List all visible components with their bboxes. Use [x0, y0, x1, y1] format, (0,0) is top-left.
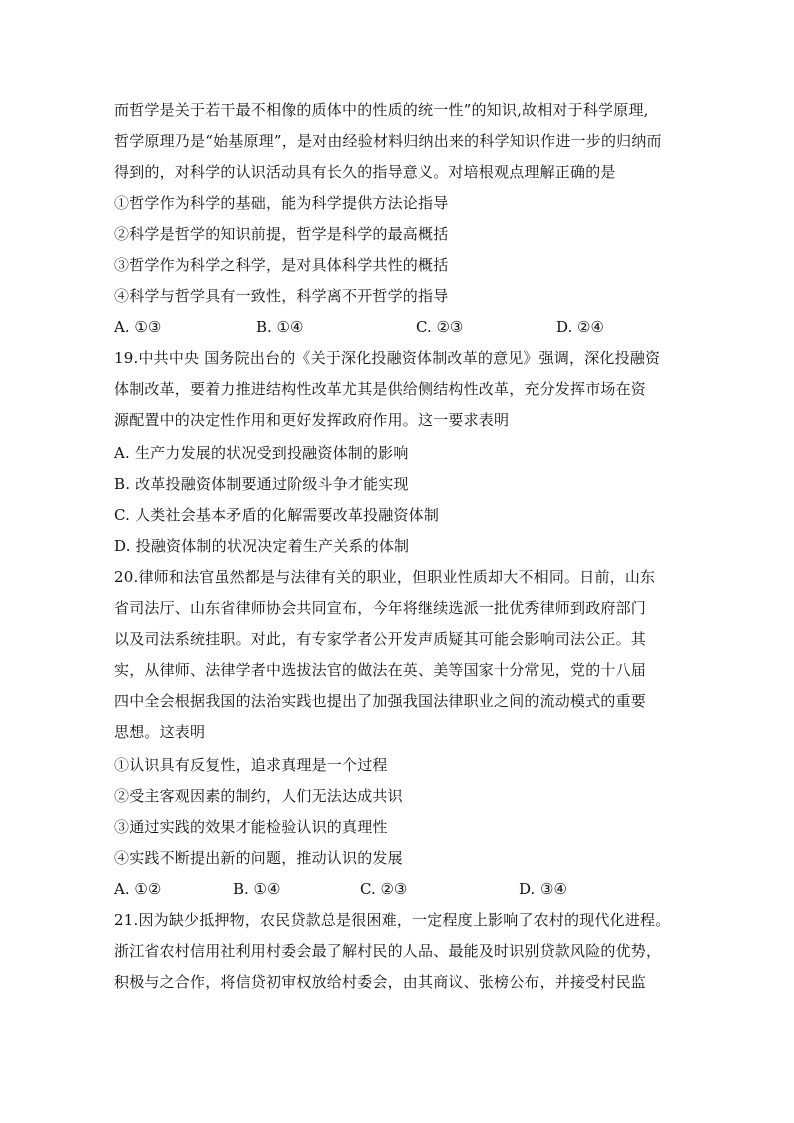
- q20-text-line-6: 思想。这表明: [114, 723, 206, 741]
- q18-statement-3: ③哲学作为科学之科学，是对具体科学共性的概括: [114, 256, 449, 274]
- q18-text-line-1: 而哲学是关于若干最不相像的质体中的性质的统一性”的知识,故相对于科学原理,: [114, 101, 649, 119]
- q21-text-line-1: 21.因为缺少抵押物，农民贷款总是很困难，一定程度上影响了农村的现代化进程。: [114, 911, 671, 929]
- q18-option-d: D. ②④: [556, 318, 604, 336]
- q18-statement-2: ②科学是哲学的知识前提，哲学是科学的最高概括: [114, 225, 449, 243]
- q20-statement-2: ②受主客观因素的制约，人们无法达成共识: [114, 787, 403, 805]
- q20-text-line-5: 四中全会根据我国的法治实践也提出了加强我国法律职业之间的流动模式的重要: [114, 692, 647, 710]
- q20-option-a: A. ①②: [114, 880, 162, 898]
- q18-statement-4: ④科学与哲学具有一致性，科学离不开哲学的指导: [114, 287, 449, 305]
- q20-option-d: D. ③④: [519, 880, 567, 898]
- q19-text-line-1: 19.中共中央 国务院出台的《关于深化投融资体制改革的意见》强调，深化投融资: [114, 349, 661, 367]
- q20-statement-3: ③通过实践的效果才能检验认识的真理性: [114, 818, 388, 836]
- q18-text-line-2: 哲学原理乃是“始基原理”，是对由经验材料归纳出来的科学知识作进一步的归纳而: [114, 132, 662, 150]
- q19-option-b: B. 改革投融资体制要通过阶级斗争才能实现: [114, 475, 409, 493]
- q18-option-b: B. ①④: [256, 318, 304, 336]
- q20-statement-1: ①认识具有反复性，追求真理是一个过程: [114, 756, 388, 774]
- q20-option-c: C. ②③: [360, 880, 408, 898]
- q19-text-line-3: 源配置中的决定性作用和更好发挥政府作用。这一要求表明: [114, 411, 510, 429]
- q19-option-a: A. 生产力发展的状况受到投融资体制的影响: [114, 444, 409, 462]
- q20-text-line-2: 省司法厅、山东省律师协会共同宣布，今年将继续选派一批优秀律师到政府部门: [114, 599, 647, 617]
- q20-statement-4: ④实践不断提出新的问题，推动认识的发展: [114, 849, 403, 867]
- q20-option-b: B. ①④: [233, 880, 281, 898]
- q19-text-line-2: 体制改革，要着力推进结构性改革尤其是供给侧结构性改革，充分发挥市场在资: [114, 380, 647, 398]
- q21-text-line-2: 浙江省农村信用社利用村委会最了解村民的人品、最能及时识别贷款风险的优势，: [114, 942, 662, 960]
- q21-text-line-3: 积极与之合作，将信贷初审权放给村委会，由其商议、张榜公布，并接受村民监: [114, 973, 647, 991]
- q20-text-line-4: 实，从律师、法律学者中选拔法官的做法在英、美等国家十分常见，党的十八届: [114, 661, 647, 679]
- q18-option-c: C. ②③: [416, 318, 464, 336]
- q19-option-c: C. 人类社会基本矛盾的化解需要改革投融资体制: [114, 506, 440, 524]
- q18-text-line-3: 得到的，对科学的认识活动具有长久的指导意义。对培根观点理解正确的是: [114, 163, 616, 181]
- q18-statement-1: ①哲学作为科学的基础，能为科学提供方法论指导: [114, 194, 449, 212]
- q20-text-line-3: 以及司法系统挂职。对此，有专家学者公开发声质疑其可能会影响司法公正。其: [114, 630, 647, 648]
- q18-option-a: A. ①③: [114, 318, 162, 336]
- q20-text-line-1: 20.律师和法官虽然都是与法律有关的职业，但职业性质却大不相同。日前，山东: [114, 568, 656, 586]
- q19-option-d: D. 投融资体制的状况决定着生产关系的体制: [114, 537, 410, 555]
